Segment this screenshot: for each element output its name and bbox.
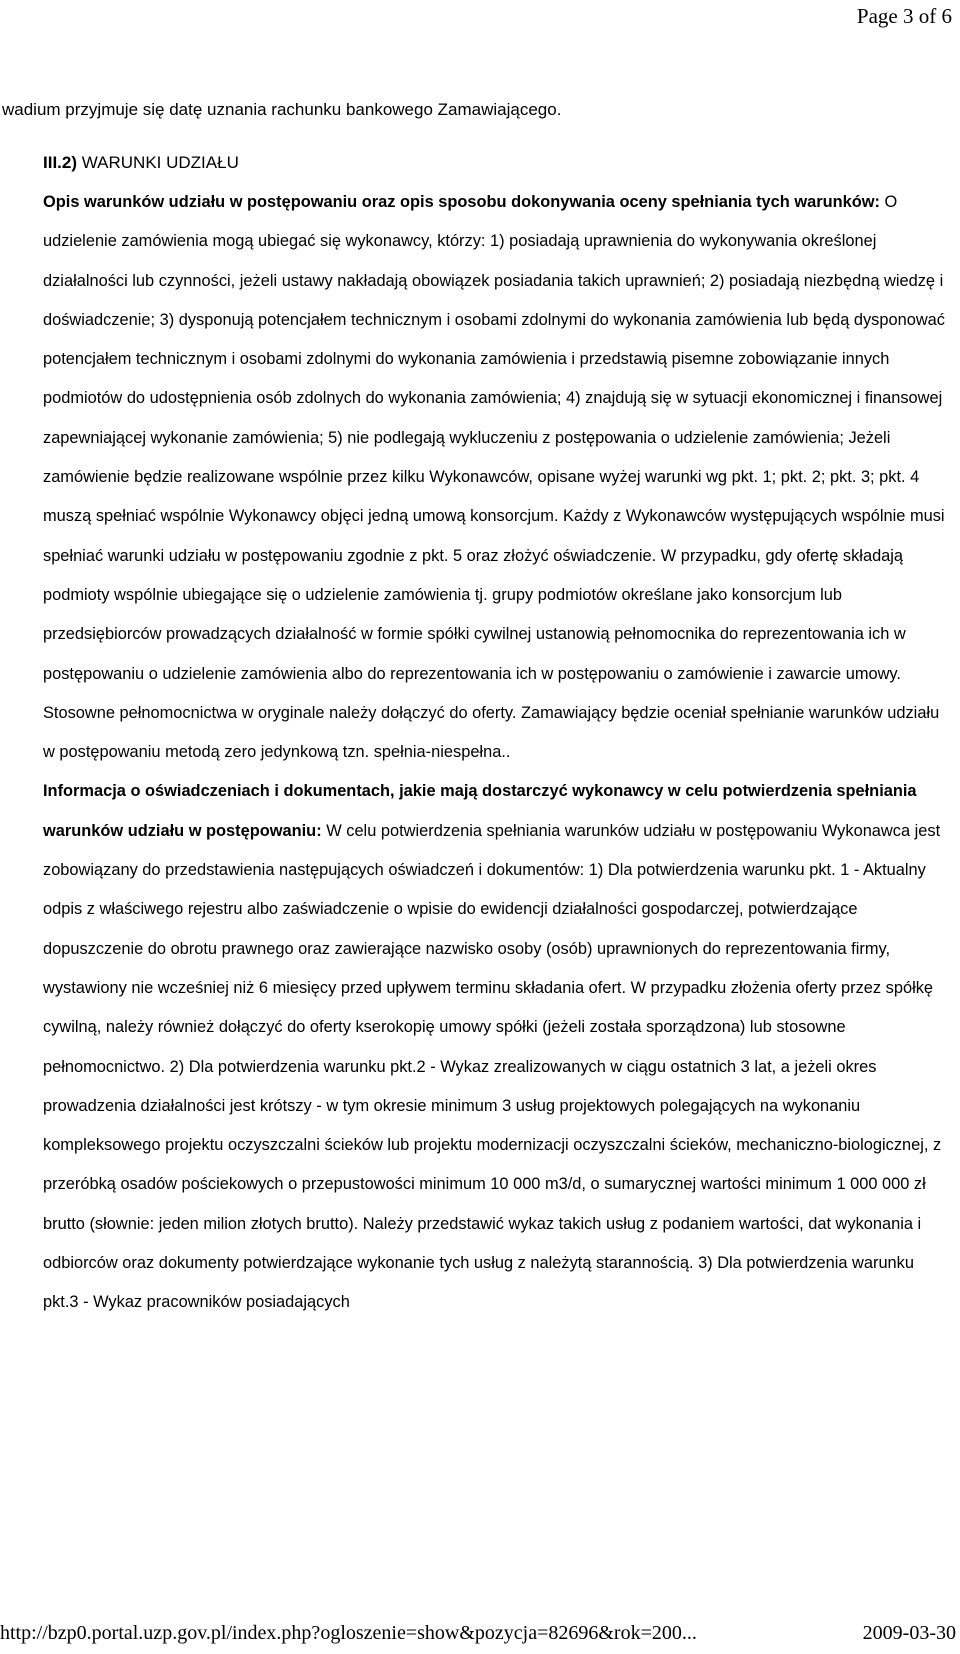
footer-url: http://bzp0.portal.uzp.gov.pl/index.php?ogloszenie=show&pozycja=82696&rok=200...: [0, 1622, 697, 1644]
document-body: [43, 183, 948, 1323]
section-heading: [43, 153, 239, 173]
section-number: III.2): [43, 153, 78, 172]
page-number-label: Page 3 of 6: [856, 4, 952, 28]
footer-date: 2009-03-30: [862, 1622, 956, 1644]
section-title: WARUNKI UDZIAŁU: [81, 153, 239, 172]
intro-line: wadium przyjmuje się datę uznania rachunku bankowego Zamawiającego.: [2, 100, 562, 119]
documents-label: Informacja o oświadczeniach i dokumentach, jakie mają dostarczyć wykonawcy w celu potwierdzenia spełniania warunków udziału w postępowaniu:: [43, 782, 917, 840]
documents-paragraph: [43, 772, 948, 1322]
documents-text: W celu potwierdzenia spełniania warunków udziału w postępowaniu Wykonawca jest zobowiązany do przedstawienia następujących oświadczeń i dokumentów: 1) Dla potwierdzenia warunku pkt. 1 - Aktualny odpis z właściwego rejestru albo zaświadczenie o wpisie do ewidencji działalności gospodarczej, potwierdzające dopuszczenie do obrotu prawnego oraz zawierające nazwisko osoby (osób) uprawnionych do reprezentowania firmy, wystawiony nie wcześniej niż 6 miesięcy przed upływem terminu składania ofert. W przypadku złożenia oferty przez spółkę cywilną, należy również dołączyć do oferty kserokopię umowy spółki (jeżeli została sporządzona) lub stosowne pełnomocnictwo. 2) Dla potwierdzenia warunku pkt.2 - Wykaz zrealizowanych w ciągu ostatnich 3 lat, a jeżeli okres prowadzenia działalności jest krótszy - w tym okresie minimum 3 usług projektowych polegających na wykonaniu kompleksowego projektu oczyszczalni ścieków lub projektu modernizacji oczyszczalni ścieków, mechaniczno-biologicznej, z przeróbką osadów pościekowych o przepustowości minimum 10 000 m3/d, o sumarycznej wartości minimum 1 000 000 zł brutto (słownie: jeden milion złotych brutto). Należy przedstawić wykaz takich usług z podaniem wartości, dat wykonania i odbiorców oraz dokumenty potwierdzające wykonanie tych usług z należytą starannością. 3) Dla potwierdzenia warunku pkt.3 - Wykaz pracowników posiadających: [43, 821, 942, 1312]
conditions-paragraph: [43, 183, 948, 772]
conditions-text: O udzielenie zamówienia mogą ubiegać się wykonawcy, którzy: 1) posiadają uprawnienia do wykonywania określonej działalności lub czynności, jeżeli ustawy nakładają obowiązek posiadania takich uprawnień; 2) posiadają niezbędną wiedzę i doświadczenie; 3) dysponują potencjałem technicznym i osobami zdolnymi do wykonania zamówienia lub będą dysponować potencjałem technicznym i osobami zdolnymi do wykonania zamówienia i przedstawią pisemne zobowiązanie innych podmiotów do udostępnienia osób zdolnych do wykonania zamówienia; 4) znajdują się w sytuacji ekonomicznej i finansowej zapewniającej wykonanie zamówienia; 5) nie podlegają wykluczeniu z postępowania o udzielenie zamówienia; Jeżeli zamówienie będzie realizowane wspólnie przez kilku Wykonawców, opisane wyżej warunki wg pkt. 1; pkt. 2; pkt. 3; pkt. 4 muszą spełniać wspólnie Wykonawcy objęci jedną umową konsorcjum. Każdy z Wykonawców występujących wspólnie musi spełniać warunki udziału w postępowaniu zgodnie z pkt. 5 oraz złożyć oświadczenie. W przypadku, gdy ofertę składają podmioty wspólnie ubiegające się o udzielenie zamówienia tj. grupy podmiotów określane jako konsorcjum lub przedsiębiorców prowadzących działalność w formie spółki cywilnej ustanowią pełnomocnika do reprezentowania ich w postępowaniu o udzielenie zamówienia albo do reprezentowania ich w postępowaniu o zamówienie i zawarcie umowy. Stosowne pełnomocnictwa w oryginale należy dołączyć do oferty. Zamawiający będzie oceniał spełnianie warunków udziału w postępowaniu metodą zero jedynkową tzn. spełnia-niespełna..: [43, 193, 945, 762]
conditions-label: Opis warunków udziału w postępowaniu oraz opis sposobu dokonywania oceny spełniania tych warunków:: [43, 193, 880, 211]
page-footer: [0, 1622, 956, 1645]
